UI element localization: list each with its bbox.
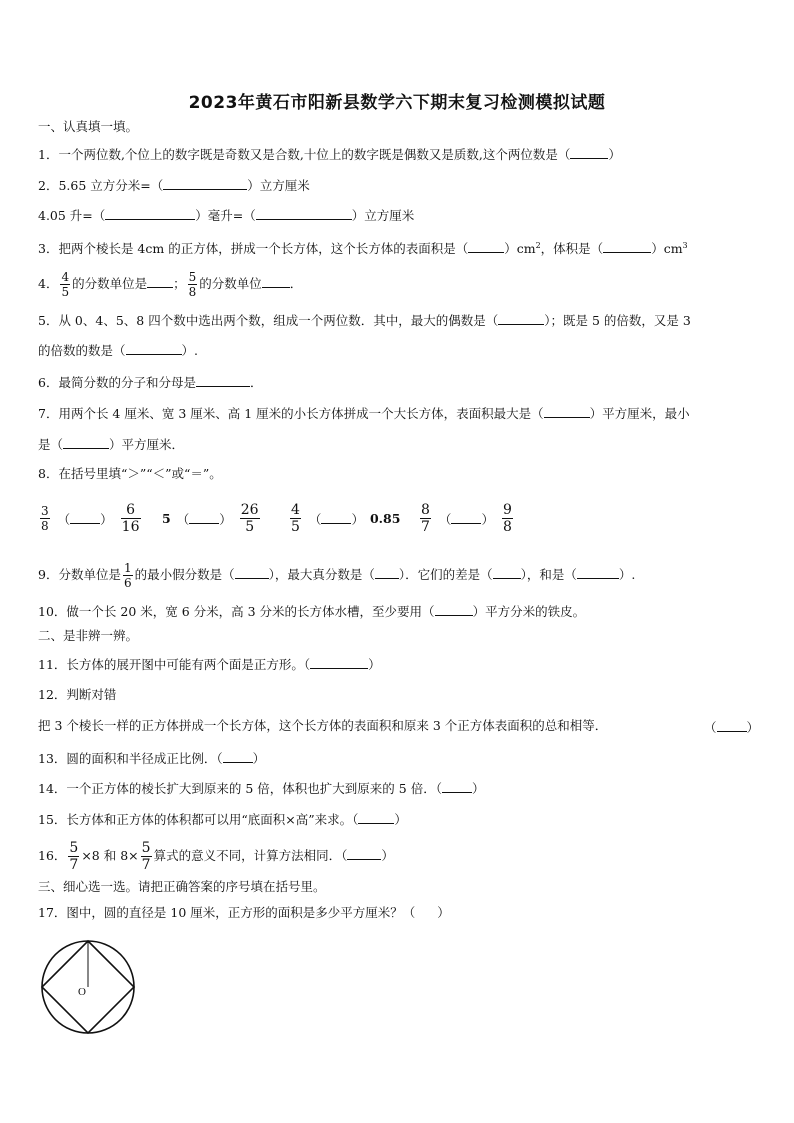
- question-5a: 5．从 0、4、5、8 四个数中选出两个数，组成一个两位数．其中，最大的偶数是（ ）；既是 5 的倍数，又是 3: [38, 313, 691, 328]
- question-4: 4． $\frac{4}{5}$ 的分数单位是 ； $\frac{5}{8}$ 的分数单位 ．: [38, 270, 303, 299]
- fraction: $\frac{9}{8}$: [502, 502, 512, 535]
- fraction: $\frac{1}{6}$: [123, 561, 132, 590]
- center-label: O: [78, 986, 86, 998]
- answer-blank[interactable]: [262, 275, 290, 288]
- answer-blank[interactable]: [223, 750, 253, 763]
- question-2b: 4.05 升=（ ）毫升=（ ）立方厘米: [38, 208, 415, 223]
- fraction: $\frac{5}{8}$: [188, 270, 197, 299]
- fraction: $\frac{26}{5}$: [240, 502, 259, 535]
- fraction: $\frac{5}{7}$: [69, 840, 79, 873]
- question-8: 8．在括号里填“＞”“＜”或“＝”。: [38, 466, 222, 481]
- section-2-heading: 二、是非辨一辨。: [38, 628, 139, 643]
- answer-blank[interactable]: [310, 656, 368, 669]
- answer-blank[interactable]: [189, 511, 219, 524]
- section-3-heading: 三、细心选一选。请把正确答案的序号填在括号里。: [38, 879, 326, 894]
- question-9: 9．分数单位是 $\frac{1}{6}$ 的最小假分数是（ ），最大真分数是（ ）．它们的差是（ ），和是（ ）.: [38, 561, 636, 590]
- compare-item-2: 5 （ ） $\frac{26}{5}$: [162, 502, 259, 535]
- question-2a: 2．5.65 立方分米=（ ）立方厘米: [38, 178, 310, 193]
- question-14: 14．一个正方体的棱长扩大到原来的 5 倍，体积也扩大到原来的 5 倍．（ ）: [38, 781, 485, 796]
- answer-blank[interactable]: [105, 207, 195, 220]
- answer-blank[interactable]: [126, 342, 182, 355]
- answer-blank[interactable]: [147, 275, 173, 288]
- compare-item-3: $\frac{4}{5}$ （ ） 0.85: [291, 502, 401, 535]
- answer-blank[interactable]: [321, 511, 351, 524]
- fraction: $\frac{3}{8}$: [41, 504, 49, 533]
- compare-item-1: $\frac{3}{8}$ （ ） $\frac{6}{16}$: [41, 502, 140, 535]
- question-11: 11．长方体的展开图中可能有两个面是正方形。（ ）: [38, 657, 381, 672]
- question-7a: 7．用两个长 4 厘米、宽 3 厘米、高 1 厘米的小长方体拼成一个大长方体，表面积最大是（ ）平方厘米，最小: [38, 406, 690, 421]
- question-6: 6．最简分数的分子和分母是 ．: [38, 375, 263, 390]
- answer-blank[interactable]: [468, 240, 504, 253]
- answer-blank[interactable]: [347, 847, 381, 860]
- question-13: 13．圆的面积和半径成正比例．（ ）: [38, 751, 266, 766]
- compare-item-4: $\frac{8}{7}$ （ ） $\frac{9}{8}$: [421, 502, 512, 535]
- answer-blank[interactable]: [435, 603, 473, 616]
- fraction: $\frac{8}{7}$: [421, 502, 430, 535]
- question-7b: 是（ ）平方厘米．: [38, 437, 185, 452]
- question-12: 12．判断对错: [38, 687, 117, 702]
- answer-blank[interactable]: [442, 780, 472, 793]
- question-3: 3．把两个棱长是 4cm 的正方体，拼成一个长方体，这个长方体的表面积是（ ）$cm^2$，体积是（ ）$cm^3$: [38, 241, 688, 257]
- answer-blank[interactable]: [375, 566, 399, 579]
- answer-blank[interactable]: [63, 436, 109, 449]
- question-17: 17．图中，圆的直径是 10 厘米，正方形的面积是多少平方厘米？（ ）: [38, 905, 450, 920]
- fraction: $\frac{4}{5}$: [291, 502, 300, 535]
- answer-blank[interactable]: [577, 566, 619, 579]
- answer-blank[interactable]: [451, 511, 481, 524]
- answer-blank[interactable]: [358, 811, 394, 824]
- question-15: 15．长方体和正方体的体积都可以用“底面积×高”来求。（ ）: [38, 812, 407, 827]
- section-1-heading: 一、认真填一填。: [38, 119, 139, 134]
- answer-blank[interactable]: [717, 719, 747, 732]
- answer-blank[interactable]: [196, 374, 250, 387]
- answer-blank[interactable]: [235, 566, 269, 579]
- answer-blank[interactable]: [570, 146, 608, 159]
- answer-blank[interactable]: [603, 240, 651, 253]
- fraction: $\frac{4}{5}$: [61, 270, 70, 299]
- answer-blank[interactable]: [256, 207, 352, 220]
- fraction: $\frac{6}{16}$: [121, 502, 140, 535]
- page-title: 2023年黄石市阳新县数学六下期末复习检测模拟试题: [188, 93, 606, 113]
- fraction: $\frac{5}{7}$: [141, 840, 151, 873]
- question-12-answer: （ ）: [704, 720, 760, 735]
- question-12-statement: 把 3 个棱长一样的正方体拼成一个长方体，这个长方体的表面积和原来 3 个正方体表面积的总和相等．: [38, 718, 608, 733]
- answer-blank[interactable]: [163, 177, 247, 190]
- question-10: 10．做一个长 20 米，宽 6 分米，高 3 分米的长方体水槽，至少要用（ ）平方分米的铁皮。: [38, 604, 586, 619]
- question-16: 16． $\frac{5}{7}$ ×8 和 8× $\frac{5}{7}$ 算式的意义不同，计算方法相同．（ ）: [38, 840, 394, 873]
- answer-blank[interactable]: [70, 511, 100, 524]
- question-1: 1．一个两位数,个位上的数字既是奇数又是合数,十位上的数字既是偶数又是质数,这个两位数是（ ）: [38, 147, 621, 162]
- circle-square-figure: [38, 937, 138, 1037]
- question-5b: 的倍数的数是（ ）.: [38, 343, 198, 358]
- answer-blank[interactable]: [498, 312, 544, 325]
- answer-blank[interactable]: [493, 566, 521, 579]
- answer-blank[interactable]: [544, 405, 590, 418]
